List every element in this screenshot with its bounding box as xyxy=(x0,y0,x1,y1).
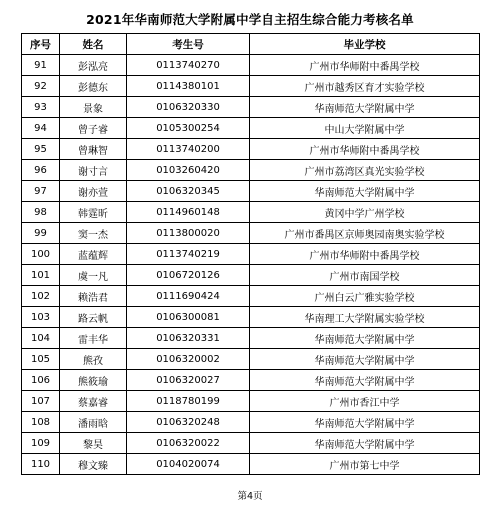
exam-number-cell: 0106320330 xyxy=(127,97,250,118)
graduation-school-cell: 华南师范大学附属中学 xyxy=(250,328,480,349)
graduation-school-cell: 广州市第七中学 xyxy=(250,454,480,475)
graduation-school-cell: 华南师范大学附属中学 xyxy=(250,433,480,454)
table-row xyxy=(22,244,480,265)
exam-number-cell: 0111690424 xyxy=(127,286,250,307)
exam-number-cell: 0114960148 xyxy=(127,202,250,223)
table-row xyxy=(22,160,480,181)
graduation-school-cell: 广州市番禺区京师奥园南奥实验学校 xyxy=(250,223,480,244)
table-row xyxy=(22,307,480,328)
table-row xyxy=(22,412,480,433)
name-cell: 路云帆 xyxy=(60,307,127,328)
table-row xyxy=(22,391,480,412)
exam-number-cell: 0106320027 xyxy=(127,370,250,391)
table-body xyxy=(22,55,480,475)
name-cell: 熊筱瑜 xyxy=(60,370,127,391)
page-number: 第4页 xyxy=(237,491,263,502)
serial-number-cell: 97 xyxy=(22,181,60,202)
serial-number-cell: 95 xyxy=(22,139,60,160)
exam-number-cell: 0106320022 xyxy=(127,433,250,454)
exam-number-cell: 0104020074 xyxy=(127,454,250,475)
exam-number-cell: 0106300081 xyxy=(127,307,250,328)
exam-number-cell: 0103260420 xyxy=(127,160,250,181)
graduation-school-cell: 广州市南国学校 xyxy=(250,265,480,286)
table-row xyxy=(22,55,480,76)
name-cell: 谢亦萱 xyxy=(60,181,127,202)
header-name: 姓名 xyxy=(60,34,127,55)
name-cell: 韩霆昕 xyxy=(60,202,127,223)
serial-number-cell: 93 xyxy=(22,97,60,118)
serial-number-cell: 109 xyxy=(22,433,60,454)
name-cell: 谢寸言 xyxy=(60,160,127,181)
table-row xyxy=(22,118,480,139)
serial-number-cell: 106 xyxy=(22,370,60,391)
serial-number-cell: 105 xyxy=(22,349,60,370)
table-row xyxy=(22,76,480,97)
graduation-school-cell: 广州白云广雅实验学校 xyxy=(250,286,480,307)
serial-number-cell: 108 xyxy=(22,412,60,433)
serial-number-cell: 96 xyxy=(22,160,60,181)
serial-number-cell: 104 xyxy=(22,328,60,349)
serial-number-cell: 92 xyxy=(22,76,60,97)
graduation-school-cell: 中山大学附属中学 xyxy=(250,118,480,139)
exam-number-cell: 0113740200 xyxy=(127,139,250,160)
header-graduation-school: 毕业学校 xyxy=(250,34,480,55)
name-cell: 赖浩君 xyxy=(60,286,127,307)
graduation-school-cell: 华南理工大学附属实验学校 xyxy=(250,307,480,328)
graduation-school-cell: 华南师范大学附属中学 xyxy=(250,370,480,391)
table-row xyxy=(22,328,480,349)
serial-number-cell: 99 xyxy=(22,223,60,244)
table-row xyxy=(22,349,480,370)
name-cell: 熊孜 xyxy=(60,349,127,370)
table-row xyxy=(22,433,480,454)
name-cell: 景象 xyxy=(60,97,127,118)
serial-number-cell: 98 xyxy=(22,202,60,223)
exam-number-cell: 0105300254 xyxy=(127,118,250,139)
serial-number-cell: 107 xyxy=(22,391,60,412)
document-title: 2021年华南师范大学附属中学自主招生综合能力考核名单 xyxy=(86,12,414,27)
table-row xyxy=(22,223,480,244)
name-cell: 雷丰华 xyxy=(60,328,127,349)
header-exam-number: 考生号 xyxy=(127,34,250,55)
graduation-school-cell: 广州市华师附中番禺学校 xyxy=(250,139,480,160)
graduation-school-cell: 广州市越秀区育才实验学校 xyxy=(250,76,480,97)
serial-number-cell: 100 xyxy=(22,244,60,265)
header-serial-number: 序号 xyxy=(22,34,60,55)
name-cell: 蓝蕴辉 xyxy=(60,244,127,265)
name-cell: 彭德东 xyxy=(60,76,127,97)
table-row xyxy=(22,97,480,118)
serial-number-cell: 91 xyxy=(22,55,60,76)
graduation-school-cell: 华南师范大学附属中学 xyxy=(250,181,480,202)
table-row xyxy=(22,139,480,160)
serial-number-cell: 102 xyxy=(22,286,60,307)
serial-number-cell: 110 xyxy=(22,454,60,475)
name-cell: 虞一凡 xyxy=(60,265,127,286)
exam-number-cell: 0106320345 xyxy=(127,181,250,202)
name-cell: 潘雨晗 xyxy=(60,412,127,433)
exam-number-cell: 0113740270 xyxy=(127,55,250,76)
graduation-school-cell: 华南师范大学附属中学 xyxy=(250,349,480,370)
name-cell: 蔡嘉睿 xyxy=(60,391,127,412)
graduation-school-cell: 华南师范大学附属中学 xyxy=(250,97,480,118)
candidate-table xyxy=(21,33,480,475)
graduation-school-cell: 华南师范大学附属中学 xyxy=(250,412,480,433)
name-cell: 穆文臻 xyxy=(60,454,127,475)
table-row xyxy=(22,181,480,202)
graduation-school-cell: 广州市荔湾区真光实验学校 xyxy=(250,160,480,181)
name-cell: 彭泓亮 xyxy=(60,55,127,76)
table-row xyxy=(22,454,480,475)
table-header-row xyxy=(22,34,480,55)
name-cell: 黎昊 xyxy=(60,433,127,454)
name-cell: 曾琳智 xyxy=(60,139,127,160)
exam-number-cell: 0113800020 xyxy=(127,223,250,244)
graduation-school-cell: 广州市华师附中番禺学校 xyxy=(250,244,480,265)
exam-number-cell: 0106720126 xyxy=(127,265,250,286)
table-row xyxy=(22,202,480,223)
serial-number-cell: 94 xyxy=(22,118,60,139)
exam-number-cell: 0118780199 xyxy=(127,391,250,412)
exam-number-cell: 0106320248 xyxy=(127,412,250,433)
graduation-school-cell: 广州市香江中学 xyxy=(250,391,480,412)
name-cell: 曾子睿 xyxy=(60,118,127,139)
graduation-school-cell: 黄冈中学广州学校 xyxy=(250,202,480,223)
name-cell: 窦一杰 xyxy=(60,223,127,244)
exam-number-cell: 0113740219 xyxy=(127,244,250,265)
table-row xyxy=(22,286,480,307)
graduation-school-cell: 广州市华师附中番禺学校 xyxy=(250,55,480,76)
table-row xyxy=(22,265,480,286)
serial-number-cell: 103 xyxy=(22,307,60,328)
table-row xyxy=(22,370,480,391)
exam-number-cell: 0106320002 xyxy=(127,349,250,370)
exam-number-cell: 0114380101 xyxy=(127,76,250,97)
serial-number-cell: 101 xyxy=(22,265,60,286)
exam-number-cell: 0106320331 xyxy=(127,328,250,349)
